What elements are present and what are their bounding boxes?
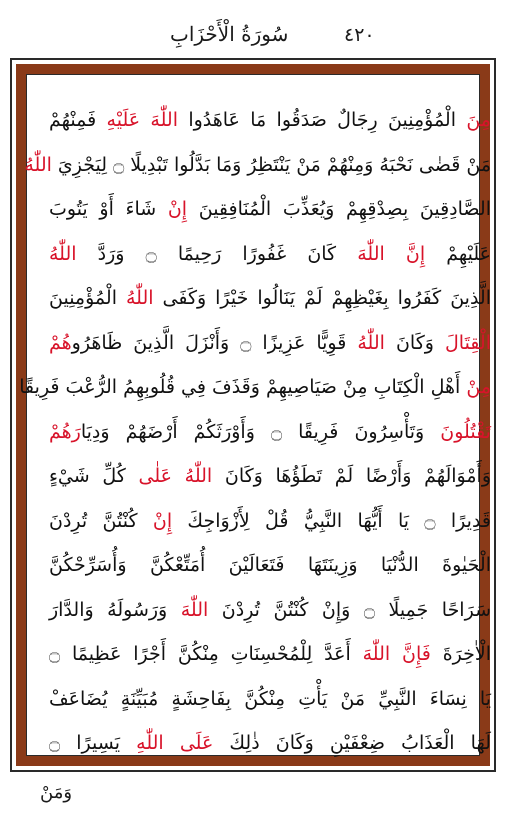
text-line [49,231,491,277]
highlighted-segment: مِنْ [466,376,491,398]
highlighted-segment: رَهُمْ [49,420,81,443]
text-segment: الْاٰخِرَةَ [430,643,491,665]
text-segment: أَهْلِ الْكِتَابِ مِنْ صَيَاصِيهِمْ وَقَذَفَ فِي قُلُوبِهِمُ الرُّعْبَ فَرِيقًا [19,376,467,398]
highlighted-segment: إِنْ [152,509,173,532]
text-segment: يَسِيرًا ۝ [49,732,137,754]
catchword: وَمَنْ [40,782,73,803]
text-segment: الصَّادِقِينَ بِصِدْقِهِمْ وَيُعَذِّبَ الْمُنَافِقِينَ [187,198,491,220]
text-segment: قَدِيرًا ۝ يَا أَيُّهَا النَّبِيُّ قُلْ لِأَزْوَاجِكَ [172,509,491,532]
surah-title: سُورَةُ الْأَحْزَابِ [170,22,289,46]
page-number: ٤٢٠ [344,24,375,46]
text-segment: لَهَا الْعَذَابُ ضِعْفَيْنِ وَكَانَ ذٰلِكَ [213,732,491,754]
text-line [19,364,491,410]
highlighted-segment: فَإِنَّ اللّٰهَ [362,643,431,665]
text-line [49,409,491,455]
text-segment: سَرَاحًا جَمِيلًا ۝ وَإِنْ كُنْتُنَّ تُرِدْنَ [208,598,491,621]
text-segment: شَاءَ أَوْ يَتُوبَ [49,198,168,220]
text-line [49,275,491,321]
highlighted-segment: تَقْتُلُونَ [440,420,491,443]
text-segment: الْمُؤْمِنِينَ [49,287,126,309]
text-segment: وَكَانَ [384,331,445,354]
highlighted-segment: هُمْ [49,331,72,354]
text-segment: يَا نِسَاءَ النَّبِيِّ مَنْ يَأْتِ مِنْكُنَّ بِفَاحِشَةٍ مُبَيِّنَةٍ يُضَاعَفْ [49,687,491,710]
highlighted-segment: اللّٰهُ [24,153,52,176]
page-header [0,20,518,54]
text-segment: وَتَأْسِرُونَ فَرِيقًا ۝ وَأَوْرَثَكُمْ أَرْضَهُمْ وَدِيَا [80,420,441,443]
text-line [49,498,491,544]
text-line [49,97,491,143]
text-segment: وَأَمْوَالَهُمْ وَأَرْضًا لَمْ تَطَؤُهَا وَكَانَ [212,465,491,487]
text-panel [19,74,491,756]
text-line [24,142,491,188]
highlighted-segment: اللّٰهُ [125,287,154,309]
text-segment: الْحَيٰوةَ الدُّنْيَا وَزِينَتَهَا فَتَعَالَيْنَ أُمَتِّعْكُنَّ وَأُسَرِّحْكُنَّ [49,554,491,576]
text-line [49,320,491,366]
highlighted-segment: اللّٰهُ [49,242,77,265]
highlighted-segment: مِنَ [466,109,491,131]
highlighted-segment: اللّٰهُ [357,331,385,354]
text-line [49,720,491,766]
text-segment: أَعَدَّ لِلْمُحْسِنَاتِ مِنْكُنَّ أَجْرًا عَظِيمًا ۝ [49,643,363,665]
text-segment: الْمُؤْمِنِينَ رِجَالٌ صَدَقُوا مَا عَاهَدُوا [177,109,467,131]
highlighted-segment: اللّٰهُ عَلٰى [138,465,213,487]
text-segment: وَرَسُولَهُ وَالدَّارَ [49,598,181,621]
highlighted-segment: اللّٰهَ عَلَيْهِ [106,109,178,131]
text-segment: فَمِنْهُمْ [49,109,107,131]
text-segment: الَّذِينَ كَفَرُوا بِغَيْظِهِمْ لَمْ يَنَالُوا خَيْرًا وَكَفَى [153,287,491,309]
highlighted-segment: اللّٰهَ [180,598,209,621]
text-line [49,676,491,722]
highlighted-segment: إِنَّ اللّٰهَ [357,242,426,265]
text-line [49,631,491,677]
highlighted-segment: إِنْ [167,198,188,220]
text-segment: قَوِيًّا عَزِيزًا ۝ وَأَنْزَلَ الَّذِينَ ظَاهَرُو [71,331,358,354]
text-segment: كَانَ غَفُورًا رَحِيمًا ۝ وَرَدَّ [76,242,358,265]
text-segment: كُنْتُنَّ تُرِدْنَ [49,509,153,532]
text-line [49,186,491,232]
quran-text-block [19,97,491,767]
text-line [49,542,491,588]
text-segment: مَنْ قَضٰى نَحْبَهُ وَمِنْهُمْ مَنْ يَنْتَظِرُ وَمَا بَدَّلُوا تَبْدِيلًا ۝ لِيَجْزِيَ [51,153,491,176]
frame-border-band [16,64,490,766]
page-frame [10,58,496,772]
text-line [49,587,491,633]
text-line [49,453,491,499]
highlighted-segment: الْقِتَالَ [444,331,491,354]
highlighted-segment: عَلَى اللّٰهِ [136,732,214,754]
text-segment: كُلِّ شَيْءٍ [49,465,139,487]
text-segment: عَلَيْهِمْ [425,242,491,265]
